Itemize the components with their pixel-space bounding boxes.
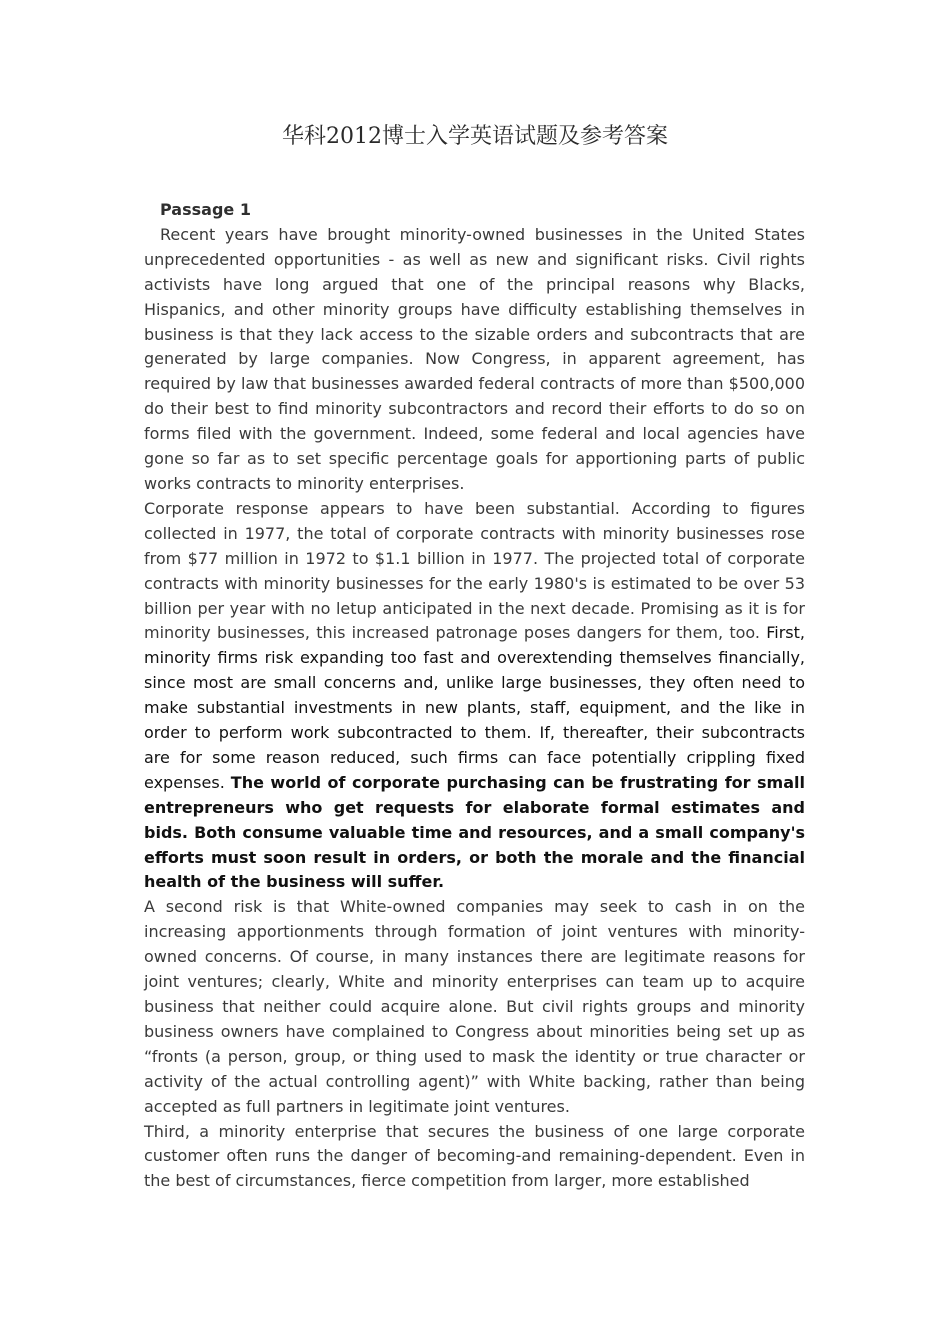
page-title: 华科2012博士入学英语试题及参考答案 <box>282 124 668 149</box>
paragraph-3: A second risk is that White-owned companies may seek to cash in on the increasing apportionments through formation of joint ventures with minority-owned concerns. Of course, in many instances there are legitimate reasons for joint ventures; clearly, White and minority enterprises can team up to acquire business that neither could acquire alone. But civil rights groups and minority business owners have complained to Congress about minorities being set up as “fronts (a person, group, or thing used to mask the identity or true character or activity of the actual controlling agent)” with White backing, rather than being accepted as full partners in legitimate joint ventures. <box>144 897 805 1116</box>
paragraph-1: Recent years have brought minority-owned businesses in the United States unprecedented opportunities - as well as new and significant risks. Civil rights activists have long argued that one of the principal reasons why Blacks, Hispanics, and other minority groups have difficulty establishing themselves in business is that they lack access to the sizable orders and subcontracts that are generated by large companies. Now Congress, in apparent agreement, has required by law that businesses awarded federal contracts of more than $500,000 do their best to find minority subcontractors and record their efforts to do so on forms filed with the government. Indeed, some federal and local agencies have gone so far as to set specific percentage goals for apportioning parts of public works contracts to minority enterprises. <box>144 224 805 493</box>
paragraph-2-first-risk: First, minority firms risk expanding too fast and overextending themselves financially, since most are small concerns and, unlike large businesses, they often need to make substantial investments in new plants, staff, equipment, and the like in order to perform work subcontracted to them. If, thereafter, their subcontracts are for some reason reduced, such firms can face potentially crippling fixed expenses. <box>144 623 805 792</box>
paragraph-4: Third, a minority enterprise that secures the business of one large corporate customer often runs the danger of becoming-and remaining-dependent. Even in the best of circumstances, fierce competition from larger, more established <box>144 1121 805 1191</box>
paragraph-2-bold-excerpt: The world of corporate purchasing can be frustrating for small entrepreneurs who get requests for elaborate formal estimates and bids. Both consume valuable time and resources, and a small company's efforts must soon result in orders, or both the morale and the financial health of the business will suffer. <box>144 772 805 892</box>
passage-body <box>144 198 805 1194</box>
paragraph-2-intro: Corporate response appears to have been substantial. According to figures collected in 1977, the total of corporate contracts with minority businesses rose from $77 million in 1972 to $1.1 billion in 1977. The projected total of corporate contracts with minority businesses for the early 1980's is estimated to be over 53 billion per year with no letup anticipated in the next decade. Promising as it is for minority businesses, this increased patronage poses dangers for them, too. <box>144 498 805 643</box>
paragraph-2 <box>144 497 805 896</box>
passage-heading: Passage 1 <box>160 200 251 219</box>
